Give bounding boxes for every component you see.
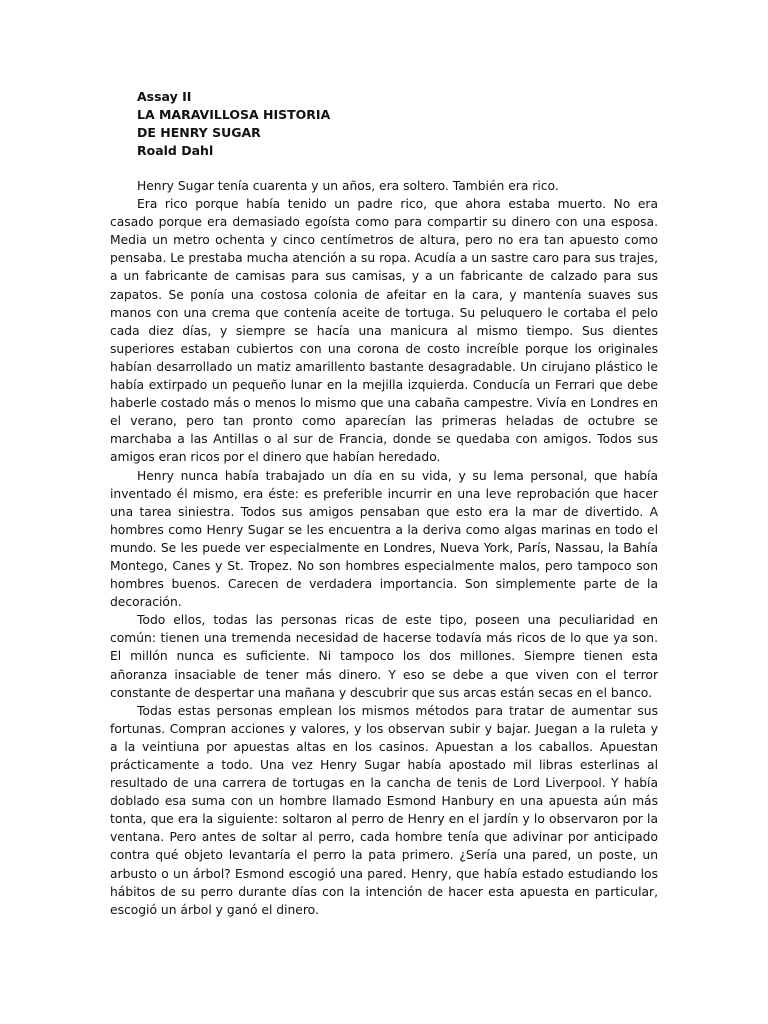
paragraph-3: Henry nunca había trabajado un día en su vida, y su lema personal, que había inventado él mismo, era éste: es preferible incurrir en una leve reprobación que hacer una tarea siniestra. Todos sus amigos pensaban que esto era la mar de divertido. A hombres como Henry Sugar se les encuentra a la deriva como algas marinas en todo el mundo. Se les puede ver especialmente en Londres, Nueva York, París, Nassau, la Bahía Montego, Canes y St. Tropez. No son hombres especialmente malos, pero tampoco son hombres buenos. Carecen de verdadera importancia. Son simplemente parte de la decoración. [110, 468, 658, 610]
paragraph-4: Todo ellos, todas las personas ricas de este tipo, poseen una peculiaridad en común: tienen una tremenda necesidad de hacerse todavía más ricos de lo que ya son. El millón nunca es suficiente. Ni tampoco los dos millones. Siempre tienen esta añoranza insaciable de tener más dinero. Y eso se debe a que viven con el terror constante de despertar una mañana y descubrir que sus arcas están secas en el banco. [110, 613, 658, 700]
assay-label: Assay II [137, 89, 192, 104]
author-name: Roald Dahl [137, 143, 214, 158]
document-header [137, 88, 637, 160]
title-line-2: DE HENRY SUGAR [137, 125, 261, 140]
story-body [110, 177, 658, 919]
paragraph-5: Todas estas personas emplean los mismos métodos para tratar de aumentar sus fortunas. Compran acciones y valores, y los observan subir y bajar. Juegan a la ruleta y a la veintiuna por apuestas altas en los casinos. Apuestan a los caballos. Apuestan prácticamente a todo. Una vez Henry Sugar había apostado mil libras esterlinas al resultado de una carrera de tortugas en la cancha de tenis de Lord Liverpool. Y había doblado esa suma con un hombre llamado Esmond Hanbury en una apuesta aún más tonta, que era la siguiente: soltaron al perro de Henry en el jardín y lo observaron por la ventana. Pero antes de soltar al perro, cada hombre tenía que adivinar por anticipado contra qué objeto levantaría el perro la pata primero. ¿Sería una pared, un poste, un arbusto o un árbol? Esmond escogió una pared. Henry, que había estado estudiando los hábitos de su perro durante días con la intención de hacer esta apuesta en particular, escogió un árbol y ganó el dinero. [110, 703, 658, 917]
paragraph-1: Henry Sugar tenía cuarenta y un años, era soltero. También era rico. [137, 179, 559, 193]
title-line-1: LA MARAVILLOSA HISTORIA [137, 107, 331, 122]
paragraph-2: Era rico porque había tenido un padre rico, que ahora estaba muerto. No era casado porque era demasiado egoísta como para compartir su dinero con una esposa. Media un metro ochenta y cinco centímetros de altura, pero no era tan apuesto como pensaba. Le prestaba mucha atención a su ropa. Acudía a un sastre caro para sus trajes, a un fabricante de camisas para sus camisas, y a un fabricante de calzado para sus zapatos. Se ponía una costosa colonia de afeitar en la cara, y mantenía suaves sus manos con una crema que contenía aceite de tortuga. Su peluquero le cortaba el pelo cada diez días, y siempre se hacía una manicura al mismo tiempo. Sus dientes superiores estaban cubiertos con una corona de costo increíble porque los originales habían desarrollado un matiz amarillento bastante desagradable. Un cirujano plástico le había extirpado un pequeño lunar en la mejilla izquierda. Conducía un Ferrari que debe haberle costado más o menos lo mismo que una cabaña campestre. Vivía en Londres en el verano, pero tan pronto como aparecían las primeras heladas de octubre se marchaba a las Antillas o al sur de Francia, donde se quedaba con amigos. Todos sus amigos eran ricos por el dinero que habían heredado. [110, 197, 658, 465]
